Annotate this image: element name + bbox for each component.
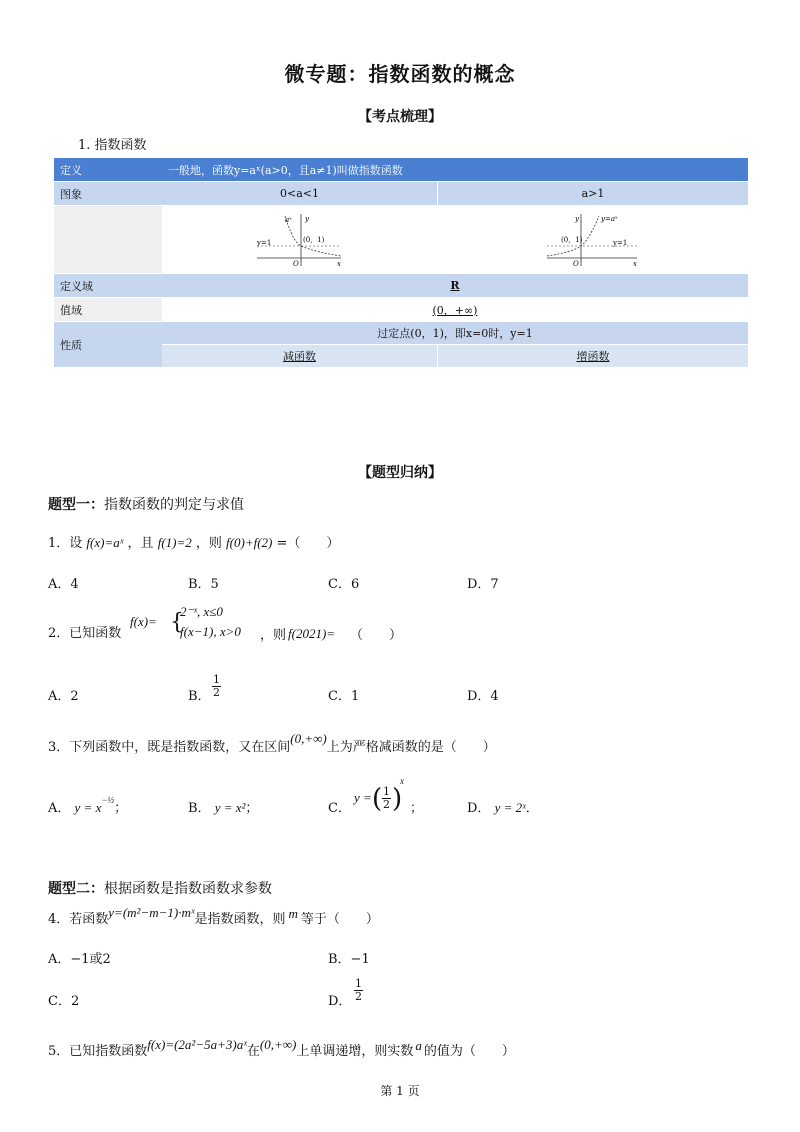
q2-case-b: f(x−1), x>0 (180, 624, 241, 639)
domain-value: R (450, 279, 460, 292)
q2-case-a: 2⁻ˣ, x≤0 (180, 604, 223, 619)
increasing-graph-svg (545, 212, 641, 268)
q2-option-b-frac (212, 674, 221, 699)
range-cell (162, 298, 748, 322)
dec-cell (162, 345, 437, 368)
q1-f2: f(1)=2 (157, 535, 192, 550)
q3-c-paren-right: ) (392, 784, 403, 814)
q3-d-end: ． (525, 801, 539, 816)
q1-f1: f(x)=aˣ (86, 535, 124, 550)
graph1-x-label: x (336, 259, 341, 268)
q4-f: y=(m²−m−1)·mˣ (108, 905, 195, 920)
q3-option-d (467, 797, 539, 816)
def-label: 定义 (54, 158, 162, 182)
prop-value: 过定点(0，1)，即x=0时，y=1 (162, 322, 748, 345)
graph1-y-label: y (304, 214, 309, 223)
q2-f: f(x)= (130, 614, 157, 629)
question-1 (48, 532, 339, 551)
q3-a-end: ； (114, 801, 128, 816)
q4-option-b: B．−1 (328, 952, 370, 967)
q4-d-den: 2 (355, 990, 362, 1003)
type1-text: 指数函数的判定与求值 (104, 497, 244, 513)
case-left: 0<a<1 (162, 182, 437, 206)
q3-prefix: 3．下列函数中，既是指数函数，又在区间 (48, 740, 291, 755)
type1-heading (48, 494, 244, 514)
range-label: 值域 (54, 298, 162, 322)
q3-c-frac (382, 786, 391, 811)
question-4 (48, 905, 379, 927)
q4-option-c: C．2 (48, 994, 80, 1009)
graph-label-empty (54, 206, 162, 274)
q2-b-num: 1 (213, 673, 220, 686)
q1-mid: ，且 (127, 536, 154, 551)
q1-f3: f(0)+f(2) (226, 535, 273, 550)
q2-brace: { (170, 610, 184, 635)
q1-option-c: C．6 (328, 577, 360, 592)
domain-label: 定义域 (54, 274, 162, 298)
q4-option-d-frac (354, 978, 363, 1003)
case-right: a>1 (438, 182, 748, 206)
graph2-x-label: x (633, 259, 637, 268)
type2-head: 题型二： (48, 881, 104, 897)
q4-tail: 等于（ ） (300, 912, 379, 927)
q1-option-a: A．4 (48, 577, 79, 592)
q3-c-math: y = (354, 790, 372, 805)
graph-decreasing (162, 206, 437, 274)
question-3 (48, 731, 496, 755)
q3-a-exp: −½ (101, 794, 115, 805)
q2-option-b: B． (188, 689, 211, 704)
q3-tail: 上为严格减函数的是（ ） (326, 740, 496, 755)
q3-b-label: B． (188, 801, 211, 816)
graph1-curve-label: aˣ (284, 215, 292, 224)
q5-interval: (0,+∞) (259, 1037, 297, 1052)
q4-prefix: 4．若函数 (48, 912, 109, 927)
q4-var: m (288, 906, 298, 921)
def-text: 一般地，函数y=aˣ(a>0，且a≠1)叫做指数函数 (162, 158, 748, 182)
q1-prefix: 1．设 (48, 536, 83, 551)
q2-tail: （ ） (350, 628, 403, 643)
prop-label: 性质 (54, 322, 162, 368)
q5-var: a (415, 1038, 422, 1053)
q4-option-d: D． (328, 994, 352, 1009)
page-footer: 第 1 页 (380, 1084, 420, 1098)
domain-cell (162, 274, 748, 298)
exponential-function-table (54, 158, 748, 368)
q3-a-math: y = x (74, 800, 102, 815)
graph2-point: (0，1) (561, 235, 583, 244)
q2-b-den: 2 (213, 686, 220, 699)
item-heading: 1. 指数函数 (78, 138, 147, 153)
q3-d-label: D． (467, 801, 491, 816)
decreasing-label: 减函数 (283, 350, 316, 363)
type2-heading (48, 878, 272, 898)
graph2-origin: O (573, 259, 579, 268)
graph-label: 图象 (54, 182, 162, 206)
q3-c-num: 1 (383, 785, 390, 798)
q3-option-b (188, 797, 258, 816)
q2-mid: ，则 (260, 628, 287, 643)
q1-mid2: ，则 (195, 536, 222, 551)
q2-option-c: C．1 (328, 689, 360, 704)
section-heading-review: 【考点梳理】 (358, 109, 442, 125)
question-5 (48, 1037, 515, 1059)
q4-mid: 是指数函数，则 (194, 912, 286, 927)
inc-cell (438, 345, 748, 368)
q5-tail2: 的值为（ ） (423, 1044, 515, 1059)
graph1-origin: O (292, 259, 299, 268)
q2-prefix: 2．已知函数 (48, 626, 122, 641)
q4-option-a: A．−1或2 (48, 952, 111, 967)
q3-a-label: A． (48, 801, 71, 816)
type2-text: 根据函数是指数函数求参数 (104, 881, 272, 897)
decreasing-graph-svg (255, 212, 345, 268)
section-heading-types: 【题型归纳】 (358, 465, 442, 481)
q1-option-d: D．7 (467, 577, 499, 592)
q5-tail: 上单调递增，则实数 (296, 1044, 414, 1059)
q3-option-a (48, 794, 128, 816)
graph-increasing (438, 206, 748, 274)
q4-d-num: 1 (355, 977, 362, 990)
q5-prefix: 5．已知指数函数 (48, 1044, 148, 1059)
q5-mid: 在 (246, 1044, 260, 1059)
graph1-line: y=1 (256, 238, 271, 247)
range-value: (0，+∞) (432, 303, 478, 317)
q3-c-exp: x (400, 776, 404, 786)
graph1-point: (0，1) (302, 235, 324, 244)
q1-option-b: B．5 (188, 577, 219, 592)
q5-f: f(x)=(2a²−5a+3)aˣ (147, 1037, 247, 1052)
q3-b-math: y = x² (214, 800, 246, 815)
graph2-line: y=1 (613, 238, 628, 247)
q3-option-c-label: C． (328, 801, 351, 816)
q2-g: f(2021)= (288, 626, 336, 641)
q3-b-end: ； (245, 801, 259, 816)
graph2-y-label: y (575, 214, 579, 223)
q2-option-d: D．4 (467, 689, 499, 704)
graph2-curve-label: y=aˣ (601, 214, 618, 223)
q3-c-den: 2 (383, 798, 390, 811)
q3-interval: (0,+∞) (290, 731, 327, 746)
page-title: 微专题：指数函数的概念 (284, 62, 516, 86)
q2-option-a: A．2 (48, 689, 79, 704)
q1-tail: =（ ） (276, 536, 340, 551)
q3-c-paren-left: ( (372, 784, 383, 814)
increasing-label: 增函数 (576, 350, 610, 363)
q3-d-math: y = 2ˣ (494, 800, 526, 815)
q3-c-end: ； (410, 801, 424, 816)
type1-head: 题型一： (48, 497, 104, 513)
